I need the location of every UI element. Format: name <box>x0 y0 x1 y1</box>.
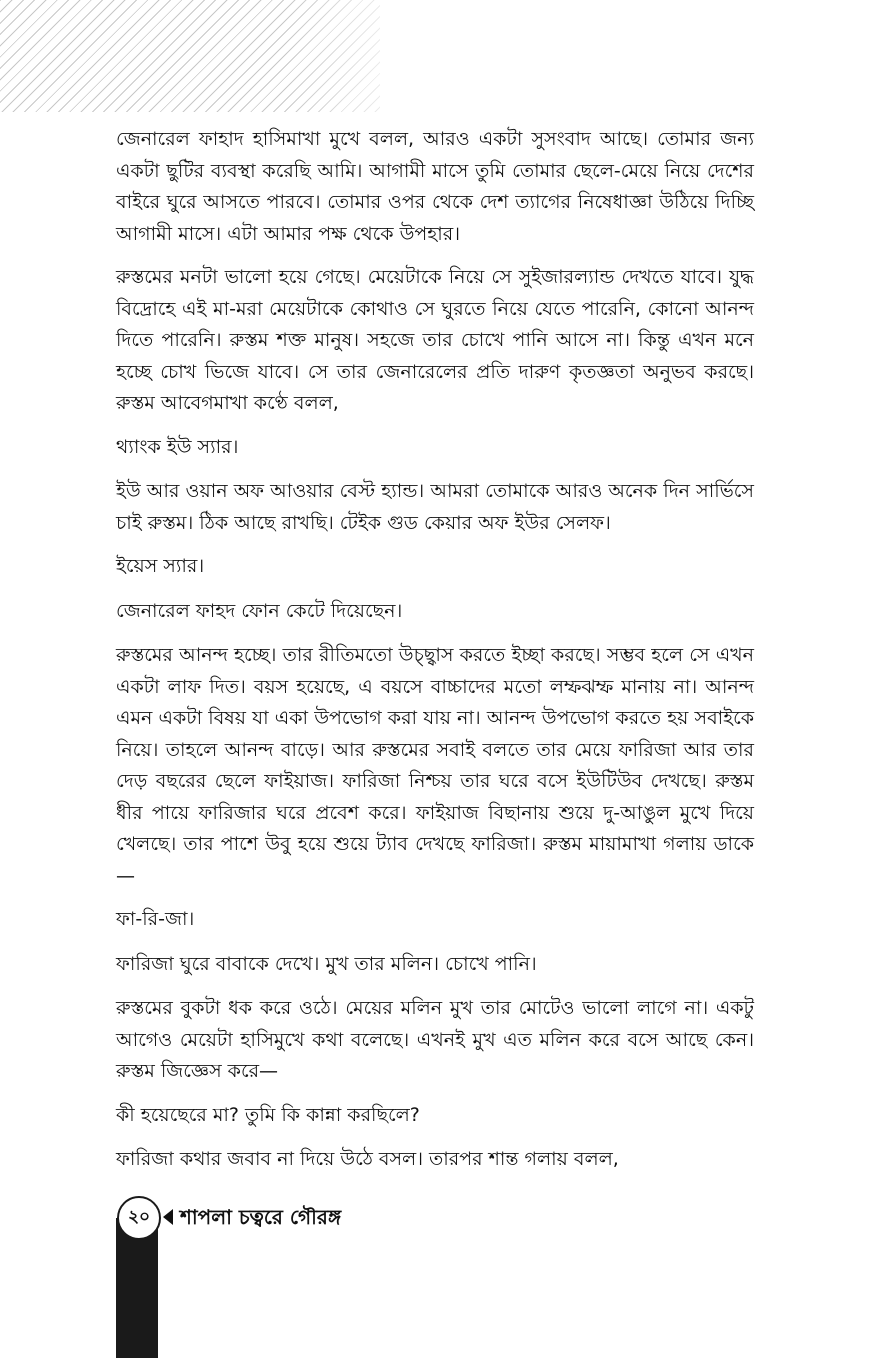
paragraph: রুস্তমের মনটা ভালো হয়ে গেছে। মেয়েটাকে নিয়ে সে সুইজারল্যান্ড দেখতে যাবে। যুদ্ধ বিদ্রোহে এই মা-মরা মেয়েটাকে কোথাও সে ঘুরতে নিয়ে যেতে পারেনি, কোনো আনন্দ দিতে পারেনি। রুস্তম শক্ত মানুষ। সহজে তার চোখে পানি আসে না। কিন্তু এখন মনে হচ্ছে চোখ ভিজে যাবে। সে তার জেনারেলের প্রতি দারুণ কৃতজ্ঞতা অনুভব করছে। রুস্তম আবেগমাখা কণ্ঠে বলল, <box>116 266 754 414</box>
paragraph: রুস্তমের বুকটা ধক করে ওঠে। মেয়ের মলিন মুখ তার মোটেও ভালো লাগে না। একটু আগেও মেয়েটা হাসিমুখে কথা বলেছে। এখনই মুখ এত মলিন করে বসে আছে কেন। রুস্তম জিজ্ঞেস করে— <box>116 997 754 1082</box>
paragraph: ফা-রি-জা। <box>116 908 195 930</box>
paragraph: কী হয়েছেরে মা? তুমি কি কান্না করছিলে? <box>116 1103 420 1126</box>
paragraph: জেনারেল ফাহাদ হাসিমাখা মুখে বলল, আরও একটা সুসংবাদ আছে। তোমার জন্য একটা ছুটির ব্যবস্থা করেছি আমি। আগামী মাসে তুমি তোমার ছেলে-মেয়ে নিয়ে দেশের বাইরে ঘুরে আসতে পারবে। তোমার ওপর থেকে দেশ ত্যাগের নিষেধাজ্ঞা উঠিয়ে দিচ্ছি আগামী মাসে। এটা আমার পক্ষ থেকে উপহার। <box>116 128 754 245</box>
paragraph: জেনারেল ফাহদ ফোন কেটে দিয়েছেন। <box>116 599 403 622</box>
paragraph: ইউ আর ওয়ান অফ আওয়ার বেস্ট হ্যান্ড। আমরা তোমাকে আরও অনেক দিন সার্ভিসে চাই রুস্তম। ঠিক আছে রাখছি। টেইক গুড কেয়ার অফ ইউর সেলফ। <box>116 480 754 534</box>
book-title: শাপলা চত্বরে গৌরঙ্গ <box>180 1205 342 1229</box>
corner-hatch-decoration <box>0 0 380 112</box>
page-body <box>116 124 754 1189</box>
paragraph: ইয়েস স্যার। <box>116 555 205 577</box>
paragraph: ফারিজা কথার জবাব না দিয়ে উঠে বসল। তারপর শান্ত গলায় বলল, <box>116 1148 619 1170</box>
page-number <box>117 1196 161 1240</box>
paragraph: রুস্তমের আনন্দ হচ্ছে। তার রীতিমতো উচ্ছ্বাস করতে ইচ্ছা করছে। সম্ভব হলে সে এখন একটা লাফ দিত। বয়স হয়েছে, এ বয়সে বাচ্চাদের মতো লম্ফঝম্ফ মানায় না। আনন্দ এমন একটা বিষয় যা একা উপভোগ করা যায় না। আনন্দ উপভোগ করতে হয় সবাইকে নিয়ে। তাহলে আনন্দ বাড়ে। আর রুস্তমের সবাই বলতে তার মেয়ে ফারিজা আর তার দেড় বছরের ছেলে ফাইয়াজ। ফারিজা নিশ্চয় তার ঘরে বসে ইউটিউব দেখছে। রুস্তম ধীর পায়ে ফারিজার ঘরে প্রবেশ করে। ফাইয়াজ বিছানায় শুয়ে দু-আঙুল মুখে দিয়ে খেলছে। তার পাশে উবু হয়ে শুয়ে ট্যাব দেখছে ফারিজা। রুস্তম মায়ামাখা গলায় ডাকে— <box>116 644 754 887</box>
page-number-label: ২০ <box>127 1207 151 1227</box>
paragraph: ফারিজা ঘুরে বাবাকে দেখে। মুখ তার মলিন। চোখে পানি। <box>116 952 537 975</box>
paragraph: থ্যাংক ইউ স্যার। <box>116 435 239 458</box>
left-triangle-icon <box>163 1209 173 1225</box>
